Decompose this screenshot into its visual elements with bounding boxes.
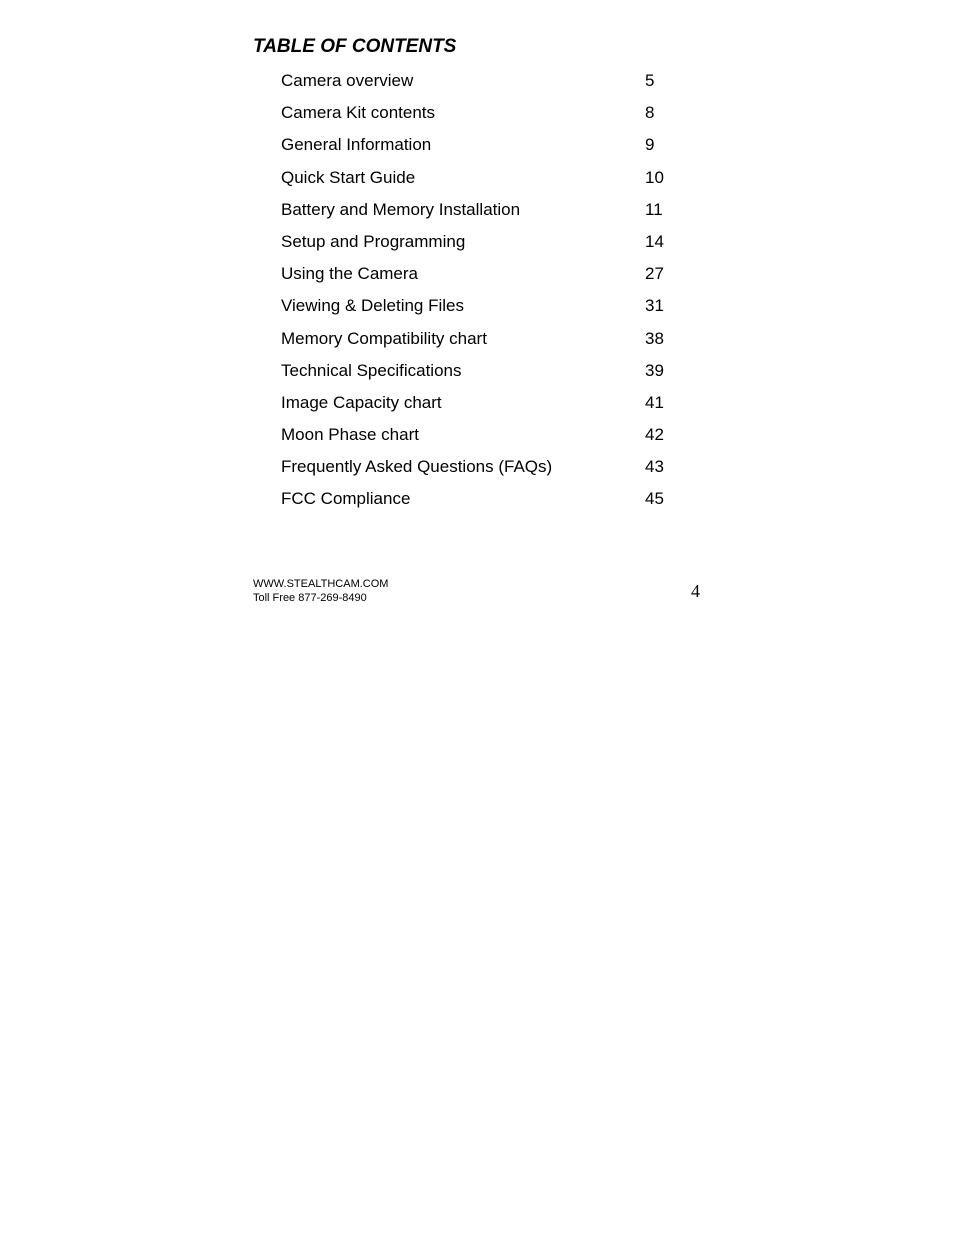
toc-entry-faqs bbox=[281, 454, 701, 486]
footer-phone: Toll Free 877-269-8490 bbox=[253, 592, 367, 604]
toc-list bbox=[281, 68, 701, 519]
toc-entry-title: Moon Phase chart bbox=[281, 425, 419, 445]
toc-entry-page: 43 bbox=[645, 457, 664, 477]
toc-entry-image-capacity-chart bbox=[281, 390, 701, 422]
toc-entry-page: 41 bbox=[645, 392, 664, 412]
toc-entry-page: 14 bbox=[645, 231, 664, 251]
toc-entry-viewing-deleting-files bbox=[281, 293, 701, 325]
toc-entry-title: Memory Compatibility chart bbox=[281, 328, 487, 348]
toc-entry-title: Quick Start Guide bbox=[281, 167, 416, 187]
toc-entry-page: 31 bbox=[645, 296, 664, 316]
toc-entry-battery-memory-installation bbox=[281, 197, 701, 229]
toc-entry-page: 38 bbox=[645, 328, 664, 348]
toc-entry-title: Technical Specifications bbox=[281, 360, 462, 380]
toc-entry-memory-compatibility-chart bbox=[281, 326, 701, 358]
toc-entry-page: 45 bbox=[645, 489, 664, 509]
toc-entry-moon-phase-chart bbox=[281, 422, 701, 454]
toc-entry-page: 5 bbox=[645, 71, 655, 90]
toc-entry-setup-programming bbox=[281, 229, 701, 261]
toc-entry-title: FCC Compliance bbox=[281, 489, 411, 509]
toc-entry-fcc-compliance bbox=[281, 486, 701, 518]
toc-entry-title: General Information bbox=[281, 135, 432, 155]
footer-website: WWW.STEALTHCAM.COM bbox=[253, 578, 389, 590]
toc-entry-general-information bbox=[281, 132, 701, 164]
toc-entry-page: 39 bbox=[645, 360, 664, 380]
toc-entry-page: 11 bbox=[645, 199, 663, 219]
toc-entry-page: 27 bbox=[645, 264, 664, 284]
toc-entry-camera-kit-contents bbox=[281, 100, 701, 132]
toc-entry-title: Using the Camera bbox=[281, 264, 419, 284]
toc-entry-page: 42 bbox=[645, 425, 664, 445]
toc-entry-title: Setup and Programming bbox=[281, 231, 466, 251]
toc-entry-camera-overview bbox=[281, 68, 701, 100]
toc-heading: TABLE OF CONTENTS bbox=[253, 36, 457, 57]
toc-entry-quick-start-guide bbox=[281, 165, 701, 197]
toc-entry-title: Image Capacity chart bbox=[281, 392, 442, 412]
toc-entry-page: 9 bbox=[645, 135, 655, 155]
toc-entry-title: Camera overview bbox=[281, 71, 414, 90]
toc-entry-title: Battery and Memory Installation bbox=[281, 199, 521, 219]
toc-entry-title: Camera Kit contents bbox=[281, 103, 436, 123]
page-number: 4 bbox=[691, 581, 700, 601]
toc-entry-page: 10 bbox=[645, 167, 664, 187]
toc-entry-using-camera bbox=[281, 261, 701, 293]
toc-entry-technical-specifications bbox=[281, 358, 701, 390]
toc-entry-title: Frequently Asked Questions (FAQs) bbox=[281, 457, 553, 477]
toc-entry-title: Viewing & Deleting Files bbox=[281, 296, 464, 316]
toc-entry-page: 8 bbox=[645, 103, 655, 123]
